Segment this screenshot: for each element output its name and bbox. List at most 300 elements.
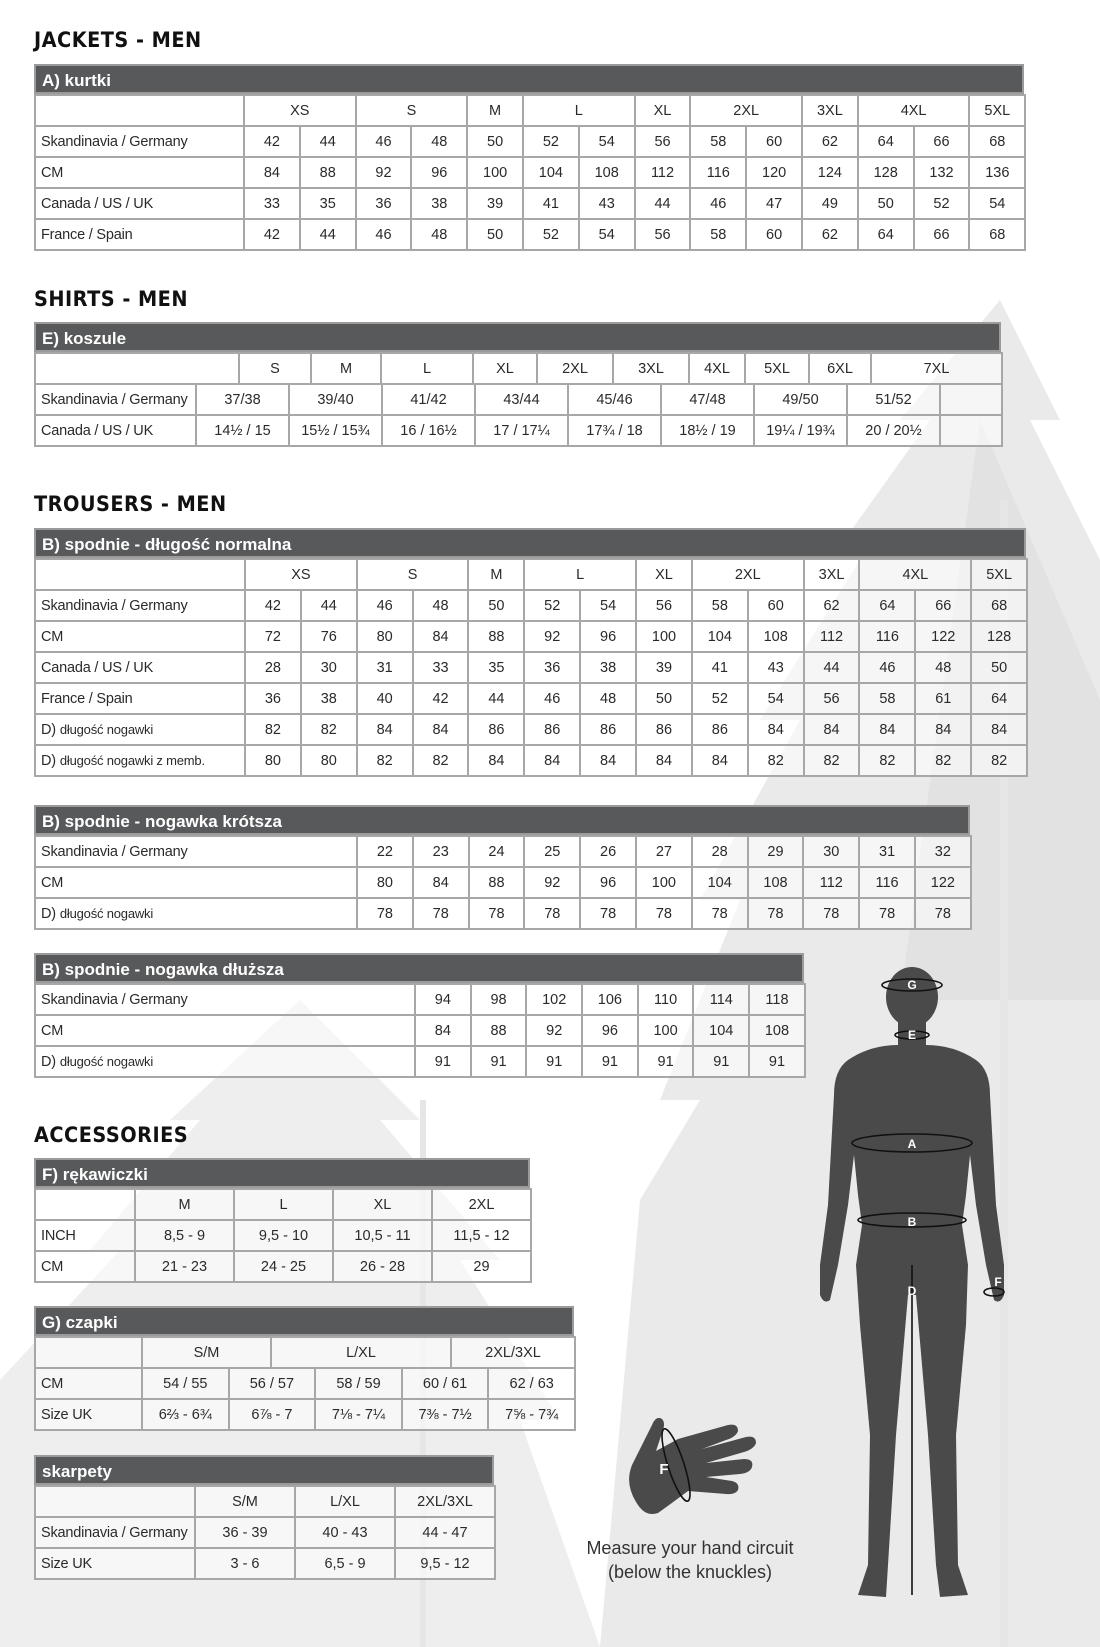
table-cell: 56 / 57 bbox=[229, 1368, 316, 1399]
table-cell: 49/50 bbox=[754, 384, 847, 415]
table-cell: 48 bbox=[915, 652, 971, 683]
table-cell: 44 bbox=[300, 126, 356, 157]
hand-caption-line2: (below the knuckles) bbox=[607, 1562, 773, 1582]
row-label-text: Skandinavia / Germany bbox=[41, 391, 188, 408]
table-row bbox=[35, 621, 1027, 652]
table-cell: 37/38 bbox=[196, 384, 289, 415]
row-label-text: Size UK bbox=[41, 1555, 92, 1572]
table-cell: 122 bbox=[915, 621, 971, 652]
table-cell: 23 bbox=[413, 836, 469, 867]
caps-value-grid bbox=[34, 1367, 576, 1431]
row-label bbox=[35, 714, 245, 745]
jackets-size-xl: XL bbox=[635, 95, 691, 126]
hand-label-f: F bbox=[659, 1461, 669, 1478]
table-cell: 42 bbox=[244, 219, 300, 250]
table-cell: 82 bbox=[357, 745, 413, 776]
table-cell: 128 bbox=[971, 621, 1027, 652]
table-cell: 104 bbox=[692, 621, 748, 652]
table-cell: 84 bbox=[357, 714, 413, 745]
table-row bbox=[35, 984, 805, 1015]
table-cell: 24 - 25 bbox=[234, 1251, 333, 1282]
table-cell: 84 bbox=[468, 745, 524, 776]
jackets-size-l: L bbox=[523, 95, 635, 126]
row-label-subtext: długość nogawki z memb. bbox=[59, 752, 205, 768]
table-cell: 66 bbox=[915, 590, 971, 621]
jackets-size-s: S bbox=[356, 95, 468, 126]
table-cell: 104 bbox=[692, 867, 748, 898]
row-label bbox=[35, 652, 245, 683]
socks-size-header-blank bbox=[35, 1486, 195, 1517]
shirts-value-grid bbox=[34, 383, 1003, 447]
row-label bbox=[35, 867, 357, 898]
table-cell: 80 bbox=[357, 867, 413, 898]
table-cell: 116 bbox=[859, 621, 915, 652]
row-label bbox=[35, 1548, 195, 1579]
table-cell: 31 bbox=[357, 652, 413, 683]
table-cell: 68 bbox=[969, 219, 1025, 250]
table-cell: 61 bbox=[915, 683, 971, 714]
table-cell: 72 bbox=[245, 621, 301, 652]
table-cell: 6,5 - 9 bbox=[295, 1548, 395, 1579]
table-cell: 86 bbox=[524, 714, 580, 745]
shirts-table-header: E) koszule bbox=[34, 322, 1001, 352]
table-cell: 84 bbox=[244, 157, 300, 188]
trousers-normal-grid bbox=[34, 558, 1028, 777]
table-cell: 44 bbox=[804, 652, 860, 683]
table-cell: 88 bbox=[471, 1015, 527, 1046]
row-label-text: Skandinavia / Germany bbox=[41, 843, 188, 860]
table-cell: 24 bbox=[469, 836, 525, 867]
table-cell: 112 bbox=[803, 867, 859, 898]
table-cell: 20 / 20½ bbox=[847, 415, 940, 446]
row-label bbox=[35, 1368, 142, 1399]
table-cell: 41 bbox=[523, 188, 579, 219]
table-cell: 118 bbox=[749, 984, 805, 1015]
shirts-size-2xl: 2XL bbox=[537, 353, 613, 384]
table-cell: 52 bbox=[523, 219, 579, 250]
trousers-short-header: B) spodnie - nogawka krótsza bbox=[34, 805, 970, 835]
row-label-text: Skandinavia / Germany bbox=[41, 1524, 188, 1541]
socks-size-sm: S/M bbox=[195, 1486, 295, 1517]
shirts-size-xl: XL bbox=[473, 353, 537, 384]
table-cell: 47/48 bbox=[661, 384, 754, 415]
table-cell: 91 bbox=[693, 1046, 749, 1077]
table-cell: 84 bbox=[580, 745, 636, 776]
row-label-subtext: długość nogawki bbox=[59, 1053, 154, 1069]
trousers-size-header-blank bbox=[35, 559, 245, 590]
row-label bbox=[35, 984, 415, 1015]
table-cell: 47 bbox=[746, 188, 802, 219]
table-cell: 15½ / 15¾ bbox=[289, 415, 382, 446]
table-cell: 120 bbox=[746, 157, 802, 188]
gloves-size-header-blank bbox=[35, 1189, 135, 1220]
socks-size-lxl: L/XL bbox=[295, 1486, 395, 1517]
table-cell: 122 bbox=[915, 867, 971, 898]
table-cell: 78 bbox=[413, 898, 469, 929]
table-row bbox=[35, 188, 1025, 219]
table-cell: 108 bbox=[749, 1015, 805, 1046]
table-cell: 106 bbox=[582, 984, 638, 1015]
table-cell: 17¾ / 18 bbox=[568, 415, 661, 446]
section-title-trousers: TROUSERS - MEN bbox=[34, 492, 227, 516]
table-row bbox=[35, 1015, 805, 1046]
table-cell: 84 bbox=[859, 714, 915, 745]
table-cell: 32 bbox=[915, 836, 971, 867]
table-cell: 6⅞ - 7 bbox=[229, 1399, 316, 1430]
row-label-text: France / Spain bbox=[41, 690, 133, 707]
table-cell: 41 bbox=[692, 652, 748, 683]
table-cell: 80 bbox=[245, 745, 301, 776]
row-label-text: D) bbox=[41, 721, 56, 738]
table-cell: 102 bbox=[526, 984, 582, 1015]
table-cell: 10,5 - 11 bbox=[333, 1220, 432, 1251]
trousers-size-5xl: 5XL bbox=[971, 559, 1027, 590]
table-cell: 108 bbox=[748, 621, 804, 652]
table-cell: 84 bbox=[413, 621, 469, 652]
table-cell: 40 - 43 bbox=[295, 1517, 395, 1548]
table-row bbox=[35, 1251, 531, 1282]
shirts-size-3xl: 3XL bbox=[613, 353, 689, 384]
table-cell: 3 - 6 bbox=[195, 1548, 295, 1579]
row-label bbox=[35, 1015, 415, 1046]
table-cell: 36 bbox=[245, 683, 301, 714]
caps-size-header-blank bbox=[35, 1337, 142, 1368]
table-cell: 92 bbox=[356, 157, 412, 188]
table-cell: 86 bbox=[580, 714, 636, 745]
table-cell: 78 bbox=[580, 898, 636, 929]
table-cell: 96 bbox=[580, 621, 636, 652]
table-cell: 39 bbox=[467, 188, 523, 219]
table-cell: 78 bbox=[357, 898, 413, 929]
jackets-size-5xl: 5XL bbox=[969, 95, 1025, 126]
table-row bbox=[35, 683, 1027, 714]
table-cell: 44 bbox=[635, 188, 691, 219]
table-cell: 30 bbox=[803, 836, 859, 867]
table-cell: 96 bbox=[411, 157, 467, 188]
table-cell: 110 bbox=[638, 984, 694, 1015]
table-cell: 54 / 55 bbox=[142, 1368, 229, 1399]
table-cell: 112 bbox=[635, 157, 691, 188]
jackets-size-2xl: 2XL bbox=[690, 95, 802, 126]
table-cell: 46 bbox=[357, 590, 413, 621]
table-cell: 78 bbox=[524, 898, 580, 929]
table-cell: 82 bbox=[748, 745, 804, 776]
table-cell: 84 bbox=[915, 714, 971, 745]
table-cell: 86 bbox=[468, 714, 524, 745]
row-label bbox=[35, 157, 244, 188]
table-cell: 11,5 - 12 bbox=[432, 1220, 531, 1251]
caps-header: G) czapki bbox=[34, 1306, 574, 1336]
table-cell: 80 bbox=[357, 621, 413, 652]
table-row bbox=[35, 898, 971, 929]
table-cell: 91 bbox=[526, 1046, 582, 1077]
table-cell: 46 bbox=[356, 219, 412, 250]
table-cell: 50 bbox=[467, 126, 523, 157]
socks-grid bbox=[34, 1485, 496, 1580]
table-cell: 100 bbox=[467, 157, 523, 188]
table-cell: 21 - 23 bbox=[135, 1251, 234, 1282]
table-cell: 56 bbox=[636, 590, 692, 621]
table-cell: 9,5 - 12 bbox=[395, 1548, 495, 1579]
table-row bbox=[35, 1517, 495, 1548]
table-row bbox=[35, 126, 1025, 157]
figure-label-b: B bbox=[907, 1215, 917, 1229]
table-cell: 116 bbox=[690, 157, 746, 188]
caps-size-sm: S/M bbox=[142, 1337, 271, 1368]
table-cell: 50 bbox=[858, 188, 914, 219]
table-cell: 84 bbox=[415, 1015, 471, 1046]
table-cell: 84 bbox=[971, 714, 1027, 745]
table-cell: 40 bbox=[357, 683, 413, 714]
row-label bbox=[35, 836, 357, 867]
row-label-text: Skandinavia / Germany bbox=[41, 597, 188, 614]
table-cell bbox=[940, 384, 1002, 415]
table-cell: 38 bbox=[301, 683, 357, 714]
table-cell: 43 bbox=[748, 652, 804, 683]
table-row bbox=[35, 1046, 805, 1077]
table-cell: 96 bbox=[580, 867, 636, 898]
table-cell: 108 bbox=[579, 157, 635, 188]
table-cell: 58 bbox=[690, 219, 746, 250]
caps-size-grid bbox=[34, 1336, 576, 1369]
row-label-text: CM bbox=[41, 628, 64, 645]
table-cell: 44 bbox=[468, 683, 524, 714]
table-cell: 58 bbox=[859, 683, 915, 714]
row-label-text: INCH bbox=[41, 1227, 76, 1244]
table-row bbox=[35, 415, 1002, 446]
shirts-size-7xl: 7XL bbox=[871, 353, 1002, 384]
table-cell: 50 bbox=[636, 683, 692, 714]
row-label-text: D) bbox=[41, 1053, 56, 1070]
row-label-text: CM bbox=[41, 1022, 64, 1039]
row-label-subtext: długość nogawki bbox=[59, 721, 154, 737]
row-label bbox=[35, 219, 244, 250]
trousers-size-m: M bbox=[468, 559, 524, 590]
row-label bbox=[35, 683, 245, 714]
table-cell: 78 bbox=[469, 898, 525, 929]
caps-size-2xl3xl: 2XL/3XL bbox=[451, 1337, 575, 1368]
table-cell: 46 bbox=[690, 188, 746, 219]
gloves-size-xl: XL bbox=[333, 1189, 432, 1220]
table-cell: 8,5 - 9 bbox=[135, 1220, 234, 1251]
shirts-size-s: S bbox=[239, 353, 311, 384]
table-cell: 43 bbox=[579, 188, 635, 219]
table-cell: 66 bbox=[914, 219, 970, 250]
table-cell: 52 bbox=[692, 683, 748, 714]
table-cell: 25 bbox=[524, 836, 580, 867]
table-cell: 84 bbox=[413, 867, 469, 898]
gloves-size-l: L bbox=[234, 1189, 333, 1220]
table-cell: 132 bbox=[914, 157, 970, 188]
table-cell: 82 bbox=[971, 745, 1027, 776]
table-cell: 52 bbox=[523, 126, 579, 157]
section-title-jackets: JACKETS - MEN bbox=[34, 28, 202, 52]
trousers-long-grid bbox=[34, 983, 806, 1078]
table-row bbox=[35, 836, 971, 867]
table-cell: 62 bbox=[802, 126, 858, 157]
jackets-size-3xl: 3XL bbox=[802, 95, 858, 126]
row-label-text: CM bbox=[41, 1258, 64, 1275]
row-label-text: CM bbox=[41, 874, 64, 891]
jackets-size-4xl: 4XL bbox=[858, 95, 970, 126]
figure-label-g: G bbox=[907, 978, 917, 992]
table-cell: 26 bbox=[580, 836, 636, 867]
table-cell: 52 bbox=[524, 590, 580, 621]
trousers-size-3xl: 3XL bbox=[804, 559, 860, 590]
figure-label-d: D bbox=[907, 1284, 917, 1298]
table-cell: 94 bbox=[415, 984, 471, 1015]
table-cell: 128 bbox=[858, 157, 914, 188]
table-cell: 84 bbox=[524, 745, 580, 776]
table-row bbox=[35, 1548, 495, 1579]
socks-size-2xl3xl: 2XL/3XL bbox=[395, 1486, 495, 1517]
table-cell: 17 / 17¼ bbox=[475, 415, 568, 446]
table-row bbox=[35, 1220, 531, 1251]
table-cell: 52 bbox=[914, 188, 970, 219]
table-cell: 22 bbox=[357, 836, 413, 867]
table-cell: 58 bbox=[692, 590, 748, 621]
table-row bbox=[35, 1368, 575, 1399]
table-cell: 48 bbox=[411, 126, 467, 157]
row-label bbox=[35, 1046, 415, 1077]
table-cell: 6⅔ - 6¾ bbox=[142, 1399, 229, 1430]
body-measurement-figure bbox=[790, 965, 1020, 1625]
row-label-text: Canada / US / UK bbox=[41, 195, 154, 212]
figure-label-e: E bbox=[907, 1028, 917, 1042]
figure-label-a: A bbox=[907, 1137, 917, 1151]
table-cell: 64 bbox=[858, 126, 914, 157]
table-cell: 36 bbox=[524, 652, 580, 683]
trousers-size-s: S bbox=[357, 559, 469, 590]
shirts-size-m: M bbox=[311, 353, 381, 384]
table-cell: 54 bbox=[579, 219, 635, 250]
table-cell: 50 bbox=[468, 590, 524, 621]
row-label bbox=[35, 590, 245, 621]
table-cell: 50 bbox=[971, 652, 1027, 683]
shirts-size-4xl: 4XL bbox=[689, 353, 745, 384]
table-cell: 108 bbox=[748, 867, 804, 898]
jackets-grid bbox=[34, 94, 1026, 251]
table-cell: 46 bbox=[859, 652, 915, 683]
table-cell: 78 bbox=[915, 898, 971, 929]
table-cell: 44 bbox=[300, 219, 356, 250]
table-cell: 54 bbox=[579, 126, 635, 157]
table-row bbox=[35, 714, 1027, 745]
row-label bbox=[35, 745, 245, 776]
table-cell: 50 bbox=[467, 219, 523, 250]
table-cell: 39 bbox=[636, 652, 692, 683]
table-cell: 116 bbox=[859, 867, 915, 898]
shirts-size-5xl: 5XL bbox=[745, 353, 809, 384]
table-cell: 48 bbox=[411, 219, 467, 250]
table-cell: 82 bbox=[245, 714, 301, 745]
table-row bbox=[35, 590, 1027, 621]
row-label bbox=[35, 1251, 135, 1282]
row-label bbox=[35, 898, 357, 929]
table-cell: 33 bbox=[244, 188, 300, 219]
shirts-size-header-blank bbox=[35, 353, 239, 384]
row-label bbox=[35, 1517, 195, 1548]
table-cell: 62 bbox=[802, 219, 858, 250]
trousers-size-xs: XS bbox=[245, 559, 357, 590]
trousers-normal-header: B) spodnie - długość normalna bbox=[34, 528, 1026, 558]
trousers-long-header: B) spodnie - nogawka dłuższa bbox=[34, 953, 804, 983]
trousers-size-2xl: 2XL bbox=[692, 559, 804, 590]
table-cell: 78 bbox=[636, 898, 692, 929]
row-label bbox=[35, 384, 196, 415]
table-cell: 82 bbox=[804, 745, 860, 776]
row-label-subtext: długość nogawki bbox=[59, 905, 154, 921]
table-cell: 64 bbox=[971, 683, 1027, 714]
table-cell: 54 bbox=[969, 188, 1025, 219]
table-cell: 78 bbox=[803, 898, 859, 929]
table-cell: 60 bbox=[748, 590, 804, 621]
table-cell: 60 bbox=[746, 126, 802, 157]
table-cell: 58 / 59 bbox=[315, 1368, 402, 1399]
table-cell: 84 bbox=[413, 714, 469, 745]
row-label bbox=[35, 126, 244, 157]
table-cell: 96 bbox=[582, 1015, 638, 1046]
jackets-size-xs: XS bbox=[244, 95, 356, 126]
table-cell: 88 bbox=[300, 157, 356, 188]
table-cell: 82 bbox=[301, 714, 357, 745]
shirts-size-grid bbox=[34, 352, 1003, 385]
table-cell: 36 bbox=[356, 188, 412, 219]
table-cell: 64 bbox=[859, 590, 915, 621]
table-cell: 35 bbox=[468, 652, 524, 683]
row-label bbox=[35, 1220, 135, 1251]
table-cell: 46 bbox=[524, 683, 580, 714]
table-cell: 60 bbox=[746, 219, 802, 250]
row-label bbox=[35, 188, 244, 219]
table-cell: 91 bbox=[471, 1046, 527, 1077]
table-cell: 68 bbox=[969, 126, 1025, 157]
shirts-size-6xl: 6XL bbox=[809, 353, 871, 384]
table-cell: 58 bbox=[690, 126, 746, 157]
table-cell: 84 bbox=[748, 714, 804, 745]
table-cell: 48 bbox=[413, 590, 469, 621]
row-label-text: D) bbox=[41, 905, 56, 922]
table-cell: 88 bbox=[468, 621, 524, 652]
gloves-size-m: M bbox=[135, 1189, 234, 1220]
table-cell: 84 bbox=[692, 745, 748, 776]
table-cell: 84 bbox=[636, 745, 692, 776]
table-cell: 7⅝ - 7¾ bbox=[488, 1399, 575, 1430]
trousers-size-l: L bbox=[524, 559, 636, 590]
table-row bbox=[35, 384, 1002, 415]
table-cell: 92 bbox=[526, 1015, 582, 1046]
table-cell: 84 bbox=[804, 714, 860, 745]
table-cell: 46 bbox=[356, 126, 412, 157]
table-cell: 100 bbox=[636, 621, 692, 652]
table-cell: 112 bbox=[804, 621, 860, 652]
table-cell: 62 / 63 bbox=[488, 1368, 575, 1399]
table-cell: 42 bbox=[244, 126, 300, 157]
table-cell: 80 bbox=[301, 745, 357, 776]
table-cell: 124 bbox=[802, 157, 858, 188]
trousers-short-grid bbox=[34, 835, 972, 930]
table-cell: 29 bbox=[748, 836, 804, 867]
table-cell: 76 bbox=[301, 621, 357, 652]
row-label bbox=[35, 1399, 142, 1430]
table-cell: 64 bbox=[858, 219, 914, 250]
table-cell: 88 bbox=[469, 867, 525, 898]
table-cell: 60 / 61 bbox=[402, 1368, 489, 1399]
table-cell: 28 bbox=[245, 652, 301, 683]
table-cell: 14½ / 15 bbox=[196, 415, 289, 446]
table-cell: 86 bbox=[636, 714, 692, 745]
table-cell: 56 bbox=[804, 683, 860, 714]
